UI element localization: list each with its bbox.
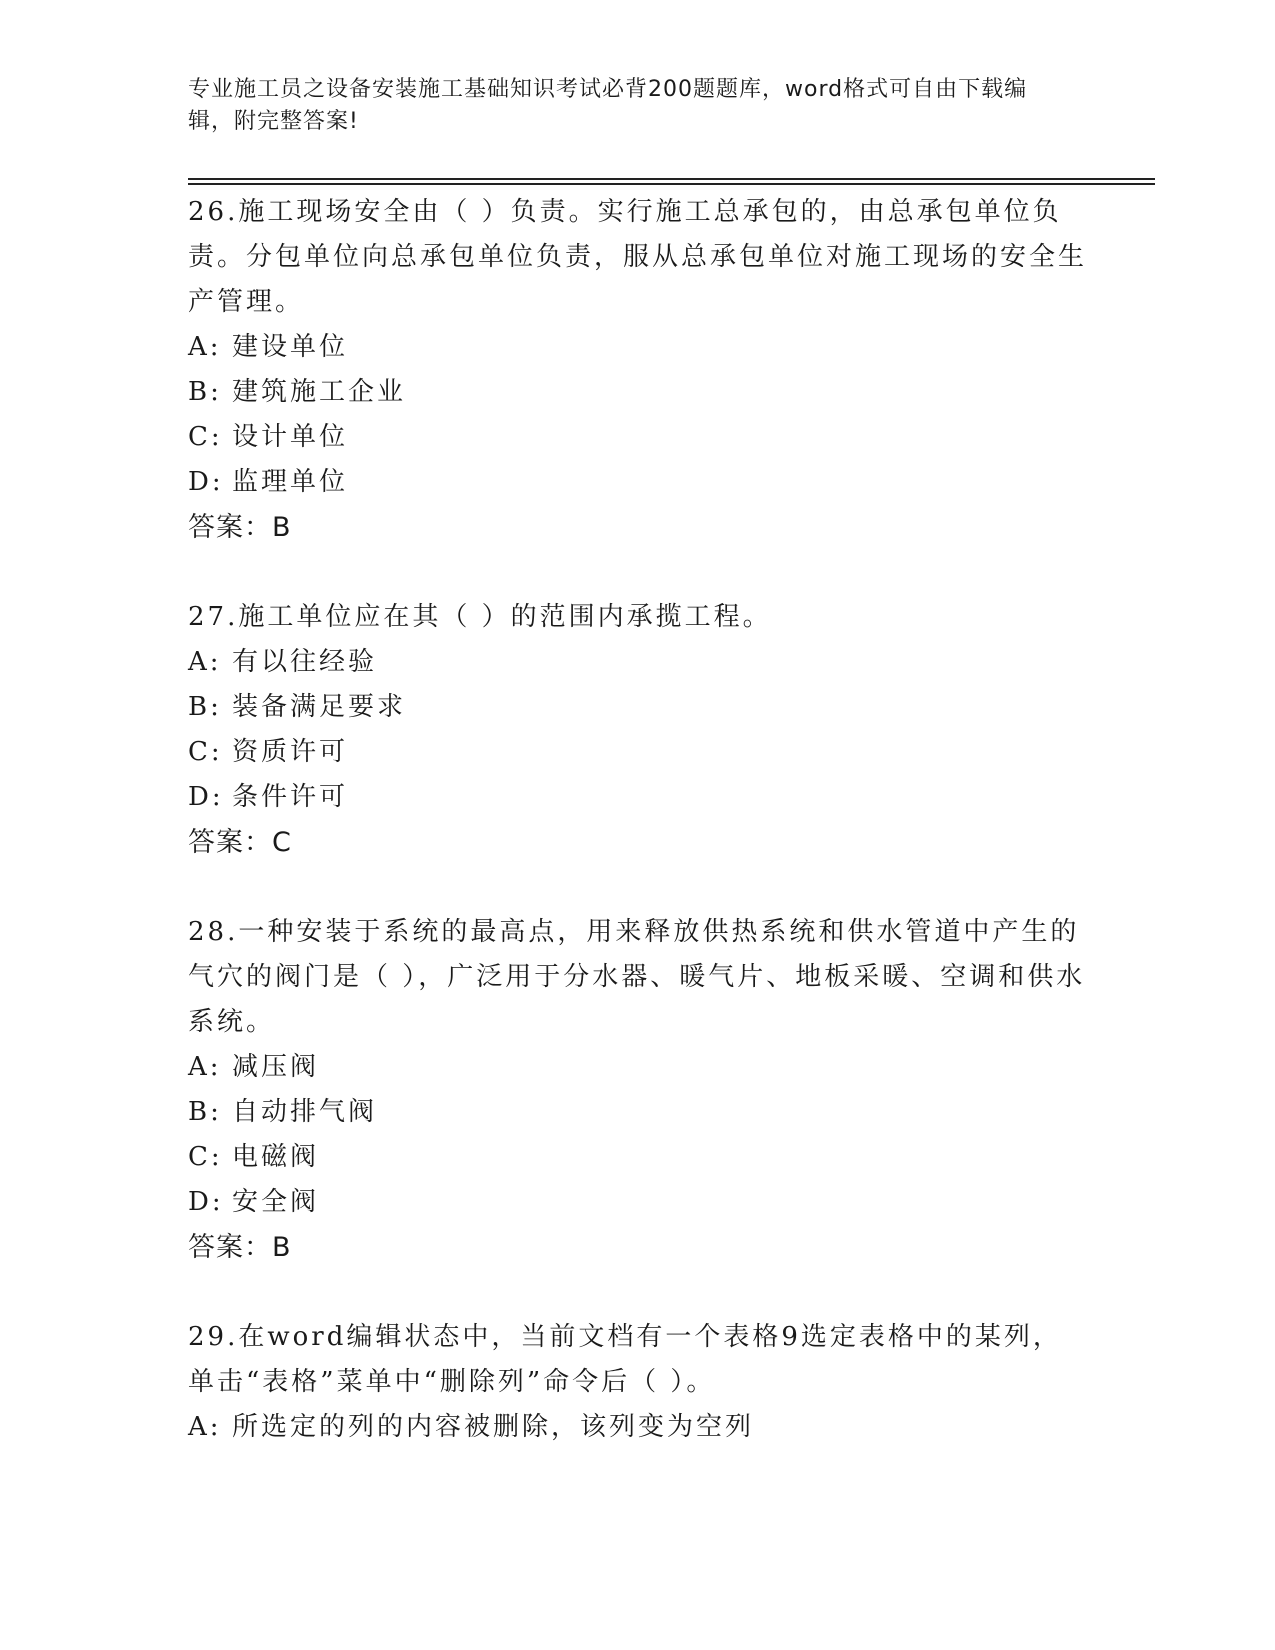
question-26 [188,190,1088,551]
option-a [188,640,1088,685]
option-b [188,1090,1088,1135]
answer-value: B [272,512,292,543]
answer-value: B [272,1232,292,1263]
question-number: 27. [188,602,239,632]
answer-line [188,820,1088,866]
answer-value: C [272,827,292,858]
option-letter: D: [188,782,224,812]
option-text: 安全阀 [232,1187,320,1217]
question-stem: 在word编辑状态中，当前文档有一个表格9选定表格中的某列，单击“表格”菜单中“删除列”命令后（ ）。 [188,1322,1062,1397]
option-letter: C: [188,422,223,452]
option-text: 建筑施工企业 [232,377,407,407]
question-number: 28. [188,917,239,947]
option-text: 建设单位 [232,332,349,362]
option-text: 自动排气阀 [232,1097,378,1127]
option-letter: A: [188,647,222,677]
option-text: 设计单位 [232,422,349,452]
option-letter: D: [188,1187,224,1217]
answer-line [188,505,1088,551]
option-letter: C: [188,1142,223,1172]
header-rule-bottom [188,183,1155,185]
option-letter: B: [188,377,222,407]
question-stem: 一种安装于系统的最高点，用来释放供热系统和供水管道中产生的气穴的阀门是（ ），广泛用于分水器、暖气片、地板采暖、空调和供水系统。 [188,917,1086,1037]
option-text: 有以往经验 [232,647,378,677]
question-stem: 施工现场安全由（ ）负责。实行施工总承包的，由总承包单位负责。分包单位向总承包单位负责，服从总承包单位对施工现场的安全生产管理。 [188,197,1088,317]
option-letter: B: [188,1097,222,1127]
question-28 [188,910,1088,1271]
option-c [188,1135,1088,1180]
option-text: 监理单位 [232,467,349,497]
question-27 [188,595,1088,866]
option-letter: A: [188,1052,222,1082]
question-stem: 施工单位应在其（ ）的范围内承揽工程。 [238,602,772,632]
option-text: 电磁阀 [232,1142,320,1172]
question-text [188,1315,1088,1405]
option-b [188,685,1088,730]
option-letter: C: [188,737,223,767]
page-header [188,74,1068,138]
answer-label: 答案： [188,827,272,858]
option-text: 所选定的列的内容被删除，该列变为空列 [232,1412,755,1442]
option-letter: D: [188,467,224,497]
option-letter: B: [188,692,222,722]
option-d [188,775,1088,820]
question-text [188,190,1088,325]
option-text: 条件许可 [232,782,349,812]
option-b [188,370,1088,415]
option-d [188,460,1088,505]
option-text: 减压阀 [232,1052,320,1082]
question-text [188,910,1088,1045]
answer-line [188,1225,1088,1271]
header-rule-top [188,178,1155,180]
option-text: 装备满足要求 [232,692,407,722]
option-c [188,730,1088,775]
answer-label: 答案： [188,1232,272,1263]
option-letter: A: [188,332,222,362]
option-a [188,325,1088,370]
option-text: 资质许可 [232,737,349,767]
option-c [188,415,1088,460]
question-text [188,595,1088,640]
option-a [188,1045,1088,1090]
option-a [188,1405,1088,1450]
question-list [188,190,1088,1494]
question-number: 29. [188,1322,239,1352]
document-title: 专业施工员之设备安装施工基础知识考试必背200题题库，word格式可自由下载编辑，附完整答案! [188,77,1028,134]
question-29 [188,1315,1088,1450]
answer-label: 答案： [188,512,272,543]
option-d [188,1180,1088,1225]
question-number: 26. [188,197,239,227]
option-letter: A: [188,1412,222,1442]
